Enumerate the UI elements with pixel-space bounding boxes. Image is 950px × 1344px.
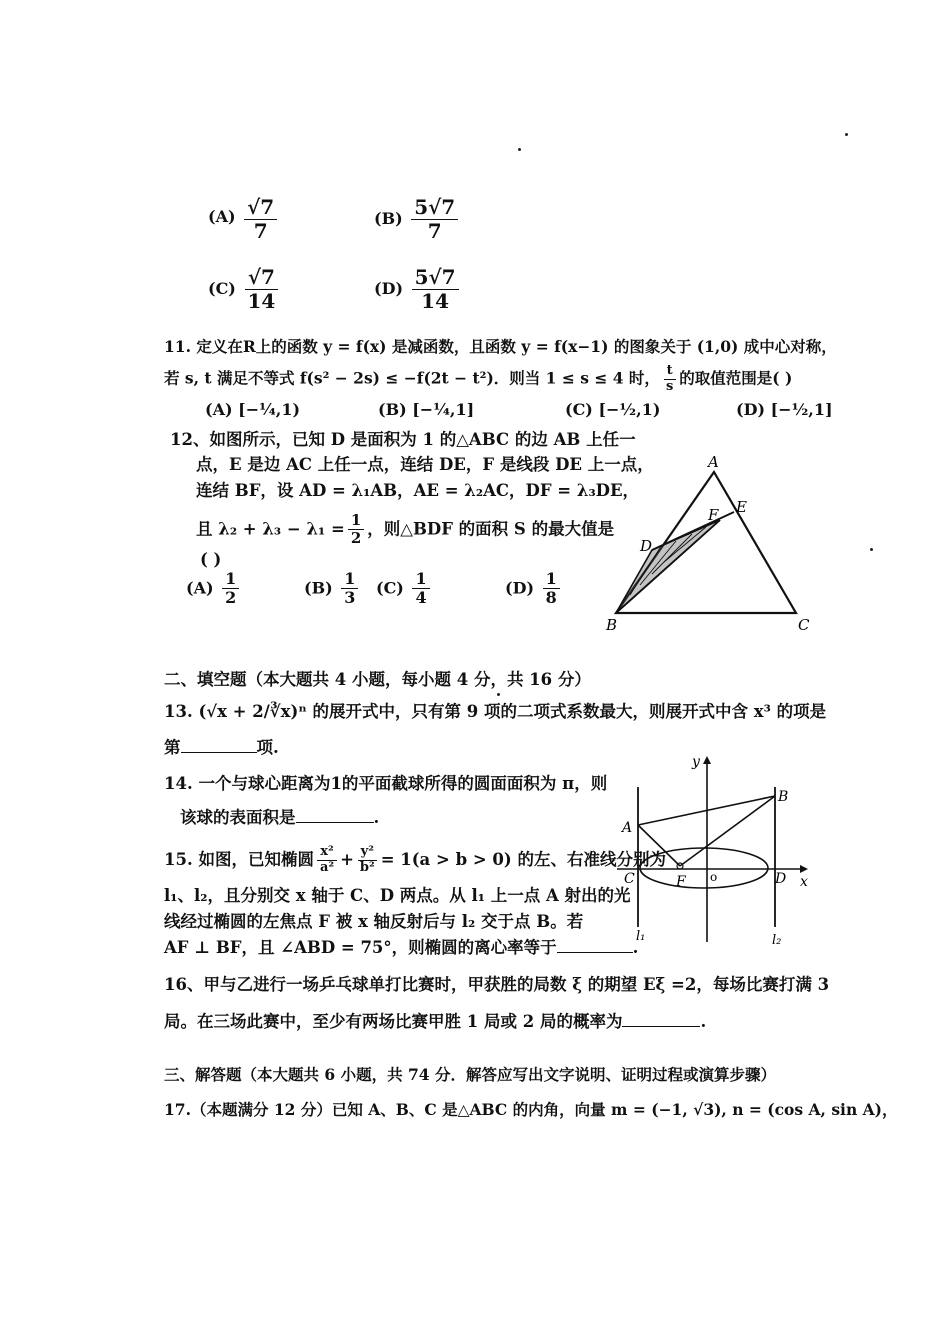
- q12-option-a: (A) $\frac{1}{2}$: [186, 570, 242, 608]
- axis-x-label: x: [800, 874, 808, 890]
- label-F: F: [708, 506, 719, 524]
- q11-option-c: (C) [−½,1): [565, 400, 661, 419]
- q12-option-b: (B) $\frac{1}{3}$: [304, 570, 361, 608]
- scan-speck: [870, 548, 873, 551]
- q14-line1: 14. 一个与球心距离为1的平面截球所得的圆面面积为 π，则: [164, 774, 608, 793]
- label-D: D: [640, 537, 653, 555]
- scan-speck: [518, 148, 521, 151]
- q12-triangle-figure: [600, 450, 820, 635]
- label-origin: o: [710, 870, 718, 884]
- axis-y-label: y: [692, 754, 700, 770]
- q12-option-d: (D) $\frac{1}{8}$: [505, 570, 563, 608]
- section-2-heading: 二、填空题（本大题共 4 小题，每小题 4 分，共 16 分）: [164, 670, 591, 689]
- q17-line1: 17.（本题满分 12 分）已知 A、B、C 是△ABC 的内角，向量 m = (−1, √3), n = (cos A, sin A)，: [164, 1100, 898, 1119]
- q12-option-c: (C) $\frac{1}{4}$: [376, 570, 433, 608]
- label-A: A: [708, 453, 719, 471]
- label-E: E: [736, 498, 747, 516]
- q15-ellipse-figure: [612, 752, 812, 952]
- q15-line1: 15. 如图，已知椭圆 $\frac{\text{x²}}{\text{a²}}$ + $\frac{\text{y²}}{\text{b²}}$ = 1(a > b > 0) 的左、右准线分别为: [164, 844, 666, 875]
- q16-blank[interactable]: [622, 1026, 700, 1027]
- label-C: C: [624, 871, 635, 887]
- section-3-heading: 三、解答题（本大题共 6 小题，共 74 分．解答应写出文字说明、证明过程或演算步骤）: [164, 1065, 776, 1084]
- q15-blank[interactable]: [557, 952, 633, 953]
- q12-line4: 且 λ₂ + λ₃ − λ₁ = $\frac{1}{2}$ ，则△BDF 的面积 S 的最大值是: [196, 511, 615, 548]
- q14-blank[interactable]: [296, 822, 374, 823]
- scan-speck: [497, 693, 500, 696]
- q10-option-c: (C) $\frac{√7}{14}$: [208, 266, 281, 313]
- q15-line4: AF ⊥ BF，且 ∠ABD = 75°，则椭圆的离心率等于 .: [164, 938, 639, 957]
- q13-line1: 13. (√x + 2/∛x)ⁿ 的展开式中，只有第 9 项的二项式系数最大，则展开式中含 x³ 的项是: [164, 702, 827, 721]
- q12-line2: 点，E 是边 AC 上任一点，连结 DE，F 是线段 DE 上一点，: [196, 455, 654, 474]
- label-B: B: [778, 789, 789, 805]
- label-l1: l₁: [636, 929, 646, 944]
- q12-line1: 12、如图所示，已知 D 是面积为 1 的△ABC 的边 AB 上任一: [170, 430, 636, 449]
- q15-line3: 线经过椭圆的左焦点 F 被 x 轴反射后与 l₂ 交于点 B。若: [164, 912, 584, 931]
- q16-line2: 局。在三场此赛中，至少有两场比赛甲胜 1 局或 2 局的概率为 .: [164, 1012, 707, 1031]
- q15-line2: l₁、l₂，且分别交 x 轴于 C、D 两点。从 l₁ 上一点 A 射出的光: [164, 886, 631, 905]
- q13-line2: 第 项.: [164, 738, 279, 757]
- q11-option-b: (B) [−¼,1]: [378, 400, 475, 419]
- label-l2: l₂: [772, 933, 782, 948]
- q16-line1: 16、甲与乙进行一场乒乓球单打比赛时，甲获胜的局数 ξ 的期望 Eξ =2，每场比赛打满 3: [164, 975, 830, 994]
- q11-line1: 11. 定义在R上的函数 y = f(x) 是减函数，且函数 y = f(x−1) 的图象关于 (1,0) 成中心对称，: [164, 337, 837, 356]
- q10-option-b: (B) $\frac{5√7}{7}$: [374, 196, 461, 243]
- label-A: A: [622, 820, 633, 836]
- label-B: B: [606, 616, 618, 634]
- q12-line3: 连结 BF，设 AD = λ₁AB，AE = λ₂AC，DF = λ₃DE，: [196, 481, 640, 500]
- q10-option-a: (A) $\frac{√7}{7}$: [208, 196, 280, 243]
- label-F: F: [676, 874, 686, 890]
- q14-line2: 该球的表面积是 .: [180, 808, 380, 827]
- label-C: C: [798, 616, 810, 634]
- label-D: D: [775, 871, 787, 887]
- q11-option-a: (A) [−¼,1): [205, 400, 301, 419]
- q11-option-d: (D) [−½,1]: [736, 400, 833, 419]
- q10-option-d: (D) $\frac{5√7}{14}$: [374, 266, 462, 313]
- q13-blank[interactable]: [181, 752, 257, 753]
- scan-speck: [845, 133, 848, 136]
- q11-line2: 若 s, t 满足不等式 f(s² − 2s) ≤ −f(2t − t²)．则当 1 ≤ s ≤ 4 时， $\frac{t}{s}$ 的取值范围是( ): [164, 363, 793, 394]
- q12-answer-paren: ( ): [200, 550, 222, 569]
